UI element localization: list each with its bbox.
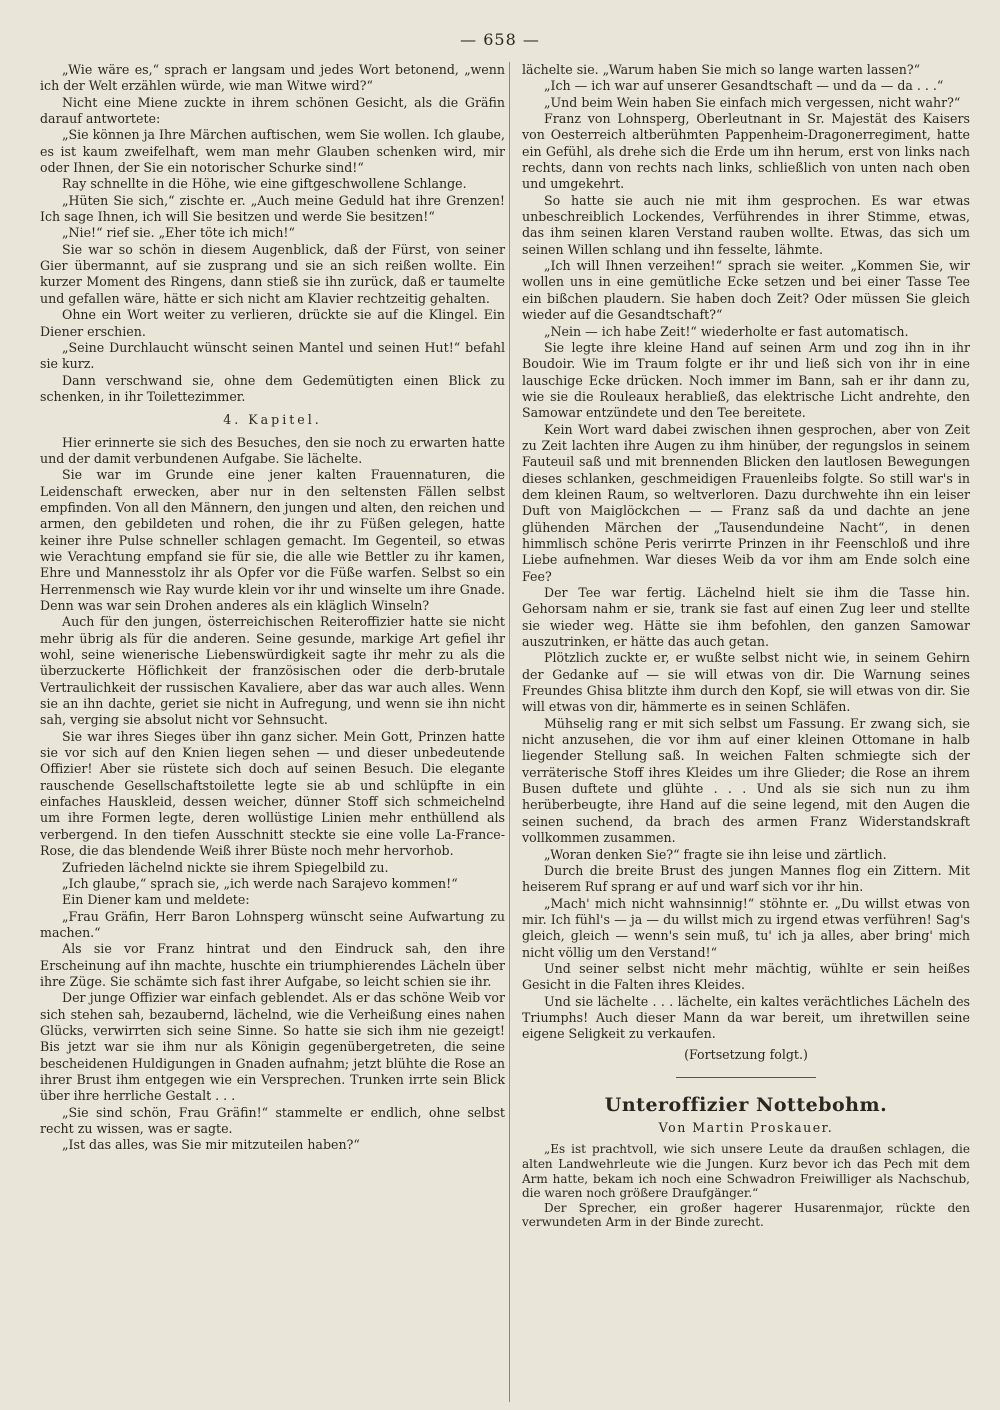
paragraph: Mühselig rang er mit sich selbst um Fassung. Er zwang sich, sie nicht anzusehen, die vor ihm auf einer kleinen Ottomane in halb liegender Stellung saß. In weichen Falten schmiegte sich der verräterische Stoff ihres Kleides um ihre Glieder; die Rose an ihrem Busen duftete und glühte . . . Und als sie sich nun zu ihm herüberbeugte, ihre Hand auf die seine legend, mit den Augen die seinen suchend, da brach des armen Franz Widerstandskraft vollkommen zusammen.	[522, 715, 970, 846]
paragraph: „Woran denken Sie?“ fragte sie ihn leise und zärtlich.	[544, 846, 887, 862]
paragraph: Franz von Lohnsperg, Oberleutnant in Sr. Majestät des Kaisers von Oesterreich altberühmten Pappenheim-Dragonerregiment, hatte ein Gefühl, als drehe sich die Erde um ihn herum, erst von links nach rechts, dann von rechts nach links, schließlich von unten nach oben und umgekehrt.	[522, 111, 970, 192]
page-number: — 658 —	[460, 30, 540, 49]
paragraph: „Sie sind schön, Frau Gräfin!“ stammelte er endlich, ohne selbst recht zu wissen, was er sagte.	[40, 1104, 505, 1136]
paragraph: „Frau Gräfin, Herr Baron Lohnsperg wünscht seine Aufwartung zu machen.“	[40, 908, 505, 940]
paragraph: „Seine Durchlaucht wünscht seinen Mantel und seinen Hut!“ befahl sie kurz.	[40, 339, 505, 372]
continuation-note: (Fortsetzung folgt.)	[684, 1046, 808, 1062]
paragraph: Dann verschwand sie, ohne dem Gedemütigten einen Blick zu schenken, in ihr Toilettezimmer.	[40, 372, 505, 404]
paragraph: Als sie vor Franz hintrat und den Eindruck sah, den ihre Erscheinung auf ihn machte, huschte ein triumphierendes Lächeln über ihre Züge. Sie schämte sich fast ihrer Aufgabe, so leicht schien sie ihr.	[40, 941, 505, 989]
right-column	[522, 62, 970, 1230]
paragraph: Hier erinnerte sie sich des Besuches, den sie noch zu erwarten hatte und der damit verbundenen Aufgabe. Sie lächelte.	[40, 434, 505, 466]
paragraph: „Und beim Wein haben Sie einfach mich vergessen, nicht wahr?“	[544, 94, 961, 110]
left-column	[40, 62, 505, 1154]
paragraph: So hatte sie auch nie mit ihm gesprochen. Es war etwas unbeschreiblich Lockendes, Verführendes in ihrer Stimme, etwas, das ihm seinen klaren Verstand rauben wollte. Etwas, das sich um seinen Willen schlang und ihn fesselte, lähmte.	[522, 192, 970, 257]
paragraph: „Mach' mich nicht wahnsinnig!“ stöhnte er. „Du willst etwas von mir. Ich fühl's — ja — du willst mich zu irgend etwas verführen! Sag's gleich, gleich — wenn's sein muß, tu' ich ja alles, aber bring' mich nicht völlig um den Verstand!“	[522, 895, 970, 960]
paragraph: lächelte sie. „Warum haben Sie mich so lange warten lassen?“	[522, 62, 921, 77]
paragraph: Nicht eine Miene zuckte in ihrem schönen Gesicht, als die Gräfin darauf antwortete:	[40, 94, 505, 127]
paragraph: Und seiner selbst nicht mehr mächtig, wühlte er sein heißes Gesicht in die Falten ihres Kleides.	[522, 960, 970, 993]
paragraph: Sie war im Grunde eine jener kalten Frauennaturen, die Leidenschaft erwecken, aber nur in den seltensten Fällen selbst empfinden. Von all den Männern, den jungen und alten, den reichen und armen, den gebildeten und rohen, die ihr zu Füßen gelegen, hatte keiner ihre Pulse schneller schlagen gemacht. Im Gegenteil, so etwas wie Verachtung empfand sie für sie, die alle wie Bettler zu ihr kamen, Ehre und Mannesstolz ihr als Opfer vor die Füße warfen. Selbst so ein Herrenmensch wie Ray wurde klein vor ihr und winselte um ihre Gnade. Denn was war sein Drohen anderes als ein kläglich Winseln?	[40, 467, 505, 613]
paragraph: „Sie können ja Ihre Märchen auftischen, wem Sie wollen. Ich glaube, es ist kaum zweifelhaft, wem man mehr Glauben schenken wird, mir oder Ihnen, der Sie ein notorischer Schurke sind!“	[40, 127, 505, 176]
paragraph: „Ist das alles, was Sie mir mitzuteilen haben?“	[62, 1137, 360, 1153]
paragraph: Ein Diener kam und meldete:	[62, 892, 250, 908]
story-title: Unteroffizier Nottebohm.	[604, 1093, 888, 1116]
paragraph: Der Sprecher, ein großer hagerer Husarenmajor, rückte den verwundeten Arm in der Binde zurecht.	[522, 1200, 970, 1230]
paragraph: „Ich will Ihnen verzeihen!“ sprach sie weiter. „Kommen Sie, wir wollen uns in eine gemütliche Ecke setzen und bei einer Tasse Tee ein bißchen plaudern. Sie haben doch Zeit? Oder müssen Sie gleich wieder auf die Gesandtschaft?“	[522, 258, 970, 323]
paragraph: „Nie!“ rief sie. „Eher töte ich mich!“	[62, 225, 295, 241]
section-divider	[676, 1077, 816, 1078]
paragraph: Sie legte ihre kleine Hand auf seinen Arm und zog ihn in ihr Boudoir. Wie im Traum folgte er ihr und ließ sich von ihr in eine lauschige Ecke drücken. Noch immer im Bann, sah er ihr dann zu, wie sie die Rouleaux herabließ, das elektrische Licht andrehte, den Samowar entzündete und den Tee bereitete.	[522, 339, 970, 421]
paragraph: „Nein — ich habe Zeit!“ wiederholte er fast automatisch.	[544, 323, 909, 339]
story-author: Von Martin Proskauer.	[658, 1119, 834, 1135]
paragraph: Sie war ihres Sieges über ihn ganz sicher. Mein Gott, Prinzen hatte sie vor sich auf den Knien liegen sehen — und dieser unbedeutende Offizier! Aber sie rüstete sich doch auf seinen Besuch. Die elegante rauschende Gesellschaftstoilette legte sie ab und schlüpfte in ein einfaches Hauskleid, dessen weicher, dünner Stoff sich schmeichelnd um ihre Formen legte, deren wollüstige Linien mehr enthüllend als verbergend. In den tiefen Ausschnitt steckte sie eine volle La-France-Rose, die das blendende Weiß ihrer Büste noch mehr hervorhob.	[40, 728, 505, 859]
paragraph: Zufrieden lächelnd nickte sie ihrem Spiegelbild zu.	[62, 859, 389, 875]
column-divider	[509, 62, 510, 1402]
paragraph: „Es ist prachtvoll, wie sich unsere Leute da draußen schlagen, die alten Landwehrleute wie die Jungen. Kurz bevor ich das Pech mit dem Arm hatte, bekam ich noch eine Schwadron Freiwilliger als Nachschub, die waren noch größere Draufgänger.“	[522, 1142, 970, 1201]
paragraph: „Ich — ich war auf unserer Gesandtschaft — und da — da . . .“	[544, 78, 944, 94]
paragraph: „Hüten Sie sich,“ zischte er. „Auch meine Geduld hat ihre Grenzen! Ich sage Ihnen, ich will Sie besitzen und werde Sie besitzen!“	[40, 192, 505, 225]
paragraph: Der junge Offizier war einfach geblendet. Als er das schöne Weib vor sich stehen sah, bezaubernd, lächelnd, wie die Verheißung eines nahen Glücks, verwirrten sich seine Sinne. So hatte sie sich ihm nie gezeigt! Bis jetzt war sie ihm nur als Königin gegenübergetreten, die seine bescheidenen Huldigungen in Gnaden aufnahm; jetzt blühte die Rose an ihrer Brust ihm entgegen wie ein Versprechen. Trunken irrte sein Blick über ihre herrliche Gestalt . . .	[40, 990, 505, 1104]
paragraph: „Wie wäre es,“ sprach er langsam und jedes Wort betonend, „wenn ich der Welt erzählen würde, wie man Witwe wird?“	[40, 62, 505, 94]
paragraph: Ray schnellte in die Höhe, wie eine giftgeschwollene Schlange.	[62, 176, 467, 192]
paragraph: Plötzlich zuckte er, er wußte selbst nicht wie, in seinem Gehirn der Gedanke auf — sie will etwas von dir. Die Warnung seines Freundes Ghisa blitzte ihm durch den Kopf, sie will etwas von dir. Sie will etwas von dir, hämmerte es in seinen Schläfen.	[522, 650, 970, 715]
paragraph: Auch für den jungen, österreichischen Reiteroffizier hatte sie nicht mehr übrig als für die anderen. Seine gesunde, markige Art gefiel ihr wohl, seine wienerische Liebenswürdigkeit sagte ihr mehr zu als die überzuckerte Höflichkeit der französischen oder die derb-brutale Vertraulichkeit der russischen Kavaliere, aber das war auch alles. Wenn sie an ihn dachte, geriet sie nicht in Aufregung, und wenn sie ihn nicht sah, verging sie absolut nicht vor Sehnsucht.	[40, 614, 505, 728]
story-body	[522, 1142, 970, 1230]
chapter-heading: 4. Kapitel.	[223, 412, 322, 428]
paragraph: „Ich glaube,“ sprach sie, „ich werde nach Sarajevo kommen!“	[62, 875, 458, 891]
paragraph: Sie war so schön in diesem Augenblick, daß der Fürst, von seiner Gier übermannt, auf sie zusprang und sie an sich reißen wollte. Ein kurzer Moment des Ringens, dann stieß sie ihn zurück, daß er taumelte und gefallen wäre, hätte er sich nicht am Klavier rechtzeitig gehalten.	[40, 241, 505, 306]
paragraph: Der Tee war fertig. Lächelnd hielt sie ihm die Tasse hin. Gehorsam nahm er sie, trank sie fast auf einen Zug leer und stellte sie wieder weg. Hätte sie ihm befohlen, den ganzen Samowar auszutrinken, er hätte das auch getan.	[522, 585, 970, 650]
paragraph: Kein Wort ward dabei zwischen ihnen gesprochen, aber von Zeit zu Zeit lachten ihre Augen zu ihm hinüber, der regungslos in seinem Fauteuil saß und mit brennenden Blicken den lautlosen Bewegungen dieses schlanken, geschmeidigen Frauenleibs folgte. So still war's in dem kleinen Raum, so weltverloren. Dazu durchwehte ihn ein leiser Duft von Maiglöckchen — — Franz saß da und dachte an jene glühenden Märchen der „Tausendundeine Nacht“, in denen himmlisch schöne Peris verirrte Prinzen in ihr Feenschloß und ihre Liebe aufnehmen. War dieses Weib da vor ihm am Ende solch eine Fee?	[522, 421, 970, 584]
paragraph: Durch die breite Brust des jungen Mannes flog ein Zittern. Mit heiserem Ruf sprang er auf und warf sich vor ihr hin.	[522, 862, 970, 895]
paragraph: Ohne ein Wort weiter zu verlieren, drückte sie auf die Klingel. Ein Diener erschien.	[40, 307, 505, 339]
paragraph: Und sie lächelte . . . lächelte, ein kaltes verächtliches Lächeln des Triumphs! Auch dieser Mann da war bereit, um ihretwillen seine eigene Seligkeit zu verkaufen.	[522, 993, 970, 1042]
